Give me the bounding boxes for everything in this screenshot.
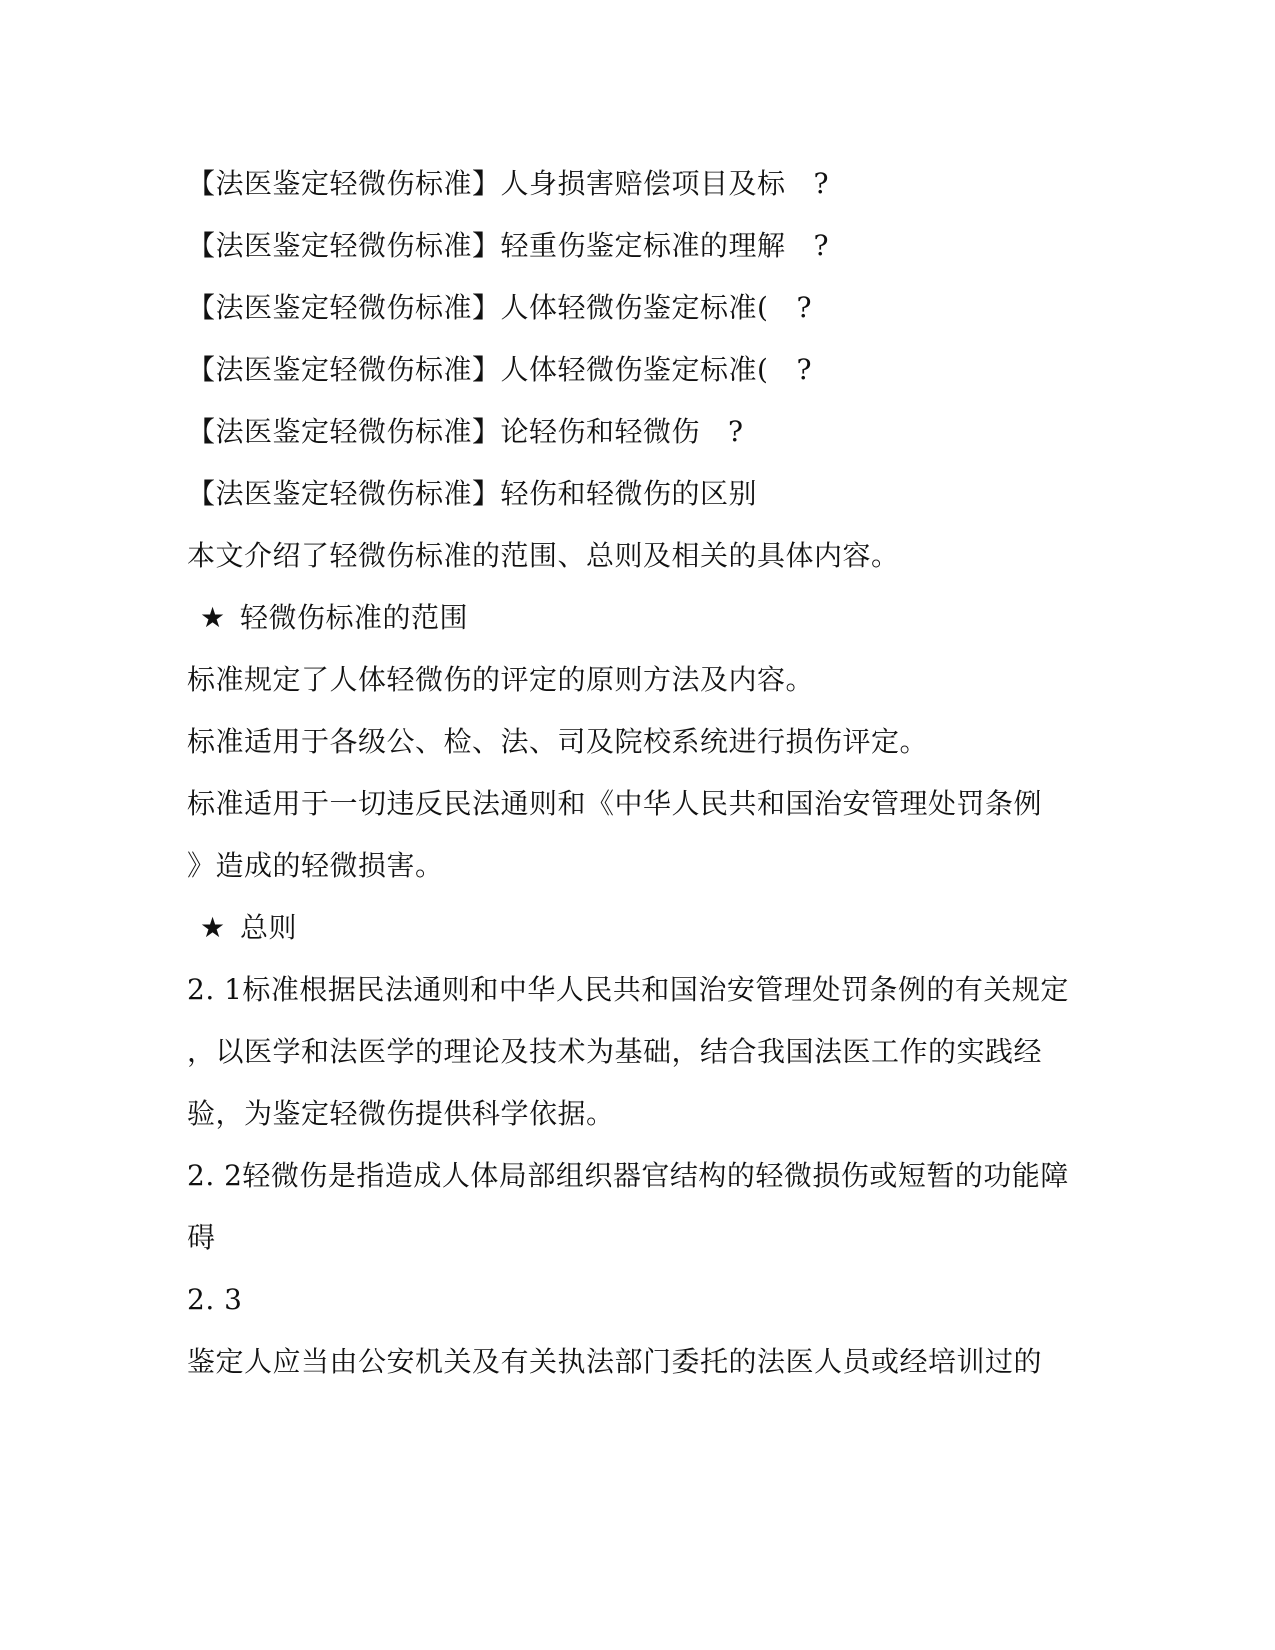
question-mark: ?	[796, 291, 812, 324]
related-link-3[interactable]	[187, 290, 812, 326]
body-line: ，以医学和法医学的理论及技术为基础，结合我国法医工作的实践经	[187, 1035, 1043, 1068]
intro-paragraph: 本文介绍了轻微伤标准的范围、总则及相关的具体内容。	[187, 539, 900, 572]
related-link-5[interactable]	[187, 414, 744, 450]
question-mark: ?	[813, 167, 830, 200]
body-line: 》造成的轻微损害。	[187, 849, 444, 882]
body-line: 2. 2轻微伤是指造成人体局部组织器官结构的轻微损伤或短暂的功能障	[187, 1159, 1069, 1192]
question-mark: ?	[813, 229, 830, 262]
related-link-text: 【法医鉴定轻微伤标准】轻伤和轻微伤的区别	[187, 477, 758, 510]
related-link-6[interactable]	[187, 476, 757, 512]
section-heading-general	[200, 910, 297, 946]
star-icon: ★	[200, 601, 226, 634]
body-line: 标准规定了人体轻微伤的评定的原则方法及内容。	[187, 663, 815, 696]
section-heading-scope	[200, 600, 468, 636]
related-link-2[interactable]	[187, 228, 829, 264]
body-line: 2. 3	[187, 1283, 243, 1316]
section-heading-text: 总则	[240, 911, 298, 944]
section-heading-text: 轻微伤标准的范围	[240, 601, 469, 634]
related-link-4[interactable]	[187, 352, 812, 388]
body-line: 碍	[187, 1221, 216, 1254]
related-link-text: 【法医鉴定轻微伤标准】轻重伤鉴定标准的理解	[187, 229, 786, 262]
related-link-1[interactable]	[187, 166, 829, 202]
question-mark: ?	[796, 353, 812, 386]
body-line: 鉴定人应当由公安机关及有关执法部门委托的法医人员或经培训过的	[187, 1345, 1043, 1378]
related-link-text: 【法医鉴定轻微伤标准】人体轻微伤鉴定标准(	[187, 291, 769, 324]
body-line: 2. 1标准根据民法通则和中华人民共和国治安管理处罚条例的有关规定	[187, 973, 1069, 1006]
question-mark: ?	[728, 415, 744, 448]
body-line: 标准适用于各级公、检、法、司及院校系统进行损伤评定。	[187, 725, 929, 758]
body-line: 标准适用于一切违反民法通则和《中华人民共和国治安管理处罚条例	[187, 787, 1043, 820]
related-link-text: 【法医鉴定轻微伤标准】论轻伤和轻微伤	[187, 415, 701, 448]
star-icon: ★	[200, 911, 226, 944]
related-link-text: 【法医鉴定轻微伤标准】人体轻微伤鉴定标准(	[187, 353, 769, 386]
body-line: 验，为鉴定轻微伤提供科学依据。	[187, 1097, 615, 1130]
related-link-text: 【法医鉴定轻微伤标准】人身损害赔偿项目及标	[187, 167, 786, 200]
